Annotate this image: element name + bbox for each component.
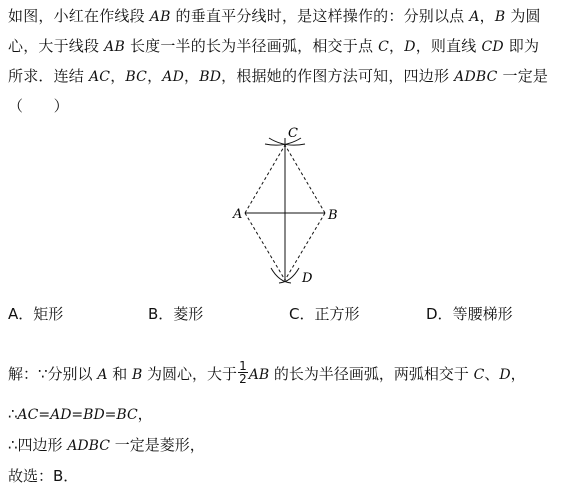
segment-ad bbox=[245, 213, 285, 280]
label-d: D bbox=[302, 271, 313, 286]
question-stem bbox=[8, 2, 564, 121]
fraction-one-half: $\frac{1}{2}$ bbox=[239, 359, 247, 386]
question-line-1: 如图，小红在作线段 AB 的垂直平分线时，是这样操作的：分别以点 A，B 为圆 bbox=[8, 7, 541, 25]
label-c: C bbox=[288, 126, 298, 141]
answer-blank: （ ） bbox=[8, 97, 69, 115]
label-a: A bbox=[233, 207, 243, 222]
solution-line-2: ∴AC=AD=BD=BC， bbox=[8, 405, 153, 423]
question-line-3: 所求．连结 AC，BC，AD，BD，根据她的作图方法可知，四边形 ADBC 一定是 bbox=[8, 67, 549, 85]
segment-bc bbox=[285, 145, 325, 213]
option-a[interactable]: A．矩形 bbox=[8, 305, 64, 323]
construction-diagram bbox=[225, 122, 345, 297]
option-b[interactable]: B．菱形 bbox=[148, 305, 204, 323]
solution-line-3: ∴四边形 ADBC 一定是菱形， bbox=[8, 436, 205, 454]
segment-bd bbox=[285, 213, 325, 280]
segment-ac bbox=[245, 145, 285, 213]
option-c[interactable]: C．正方形 bbox=[289, 305, 360, 323]
geometry-figure bbox=[225, 122, 345, 297]
option-d[interactable]: D．等腰梯形 bbox=[426, 305, 513, 323]
solution-line-4: 故选：B． bbox=[8, 467, 79, 485]
label-b: B bbox=[328, 208, 338, 223]
question-line-2: 心，大于线段 AB 长度一半的长为半径画弧，相交于点 C，D，则直线 CD 即为 bbox=[8, 37, 540, 55]
solution-line-1: 解：∵分别以 A 和 B 为圆心，大于 $\frac{1}{2}$ AB 的长为半径画弧，两弧相交于 C、D， bbox=[8, 359, 526, 386]
